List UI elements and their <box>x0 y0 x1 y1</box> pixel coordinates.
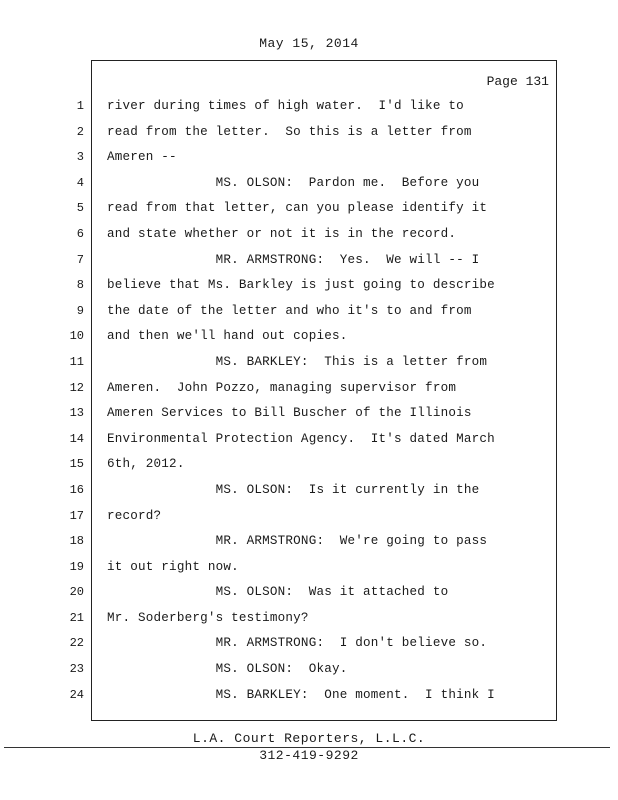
line-number: 3 <box>76 150 84 165</box>
line-number: 8 <box>76 278 84 293</box>
transcript-body <box>107 94 547 708</box>
transcript-line: MS. BARKLEY: One moment. I think I <box>107 687 495 702</box>
transcript-line: read from that letter, can you please identify it <box>107 201 488 216</box>
line-number: 6 <box>76 226 84 241</box>
transcript-line: Environmental Protection Agency. It's dated March <box>107 431 495 446</box>
line-number: 24 <box>69 687 84 702</box>
transcript-line: record? <box>107 508 162 523</box>
line-number: 21 <box>69 610 84 625</box>
transcript-line: Ameren. John Pozzo, managing supervisor from <box>107 380 457 395</box>
transcript-line: MR. ARMSTRONG: I don't believe so. <box>107 636 488 651</box>
line-number: 1 <box>76 99 84 113</box>
transcript-line: Mr. Soderberg's testimony? <box>107 610 309 625</box>
transcript-line: it out right now. <box>107 559 239 574</box>
transcript-line: MR. ARMSTRONG: We're going to pass <box>107 534 488 549</box>
line-number: 16 <box>69 482 84 497</box>
line-number: 18 <box>69 534 84 549</box>
line-number: 7 <box>76 252 84 267</box>
transcript-line: river during times of high water. I'd like to <box>107 99 464 113</box>
line-number: 9 <box>76 303 84 318</box>
line-number: 2 <box>76 124 84 139</box>
line-number: 20 <box>69 585 84 600</box>
line-numbers <box>60 94 84 708</box>
transcript-line: and state whether or not it is in the record. <box>107 226 457 241</box>
line-number: 17 <box>69 508 84 523</box>
transcript-line: 6th, 2012. <box>107 457 185 472</box>
transcript-line: Ameren Services to Bill Buscher of the Illinois <box>107 406 472 421</box>
transcript-line: read from the letter. So this is a letter from <box>107 124 472 139</box>
page-number: Page 131 <box>486 74 549 89</box>
line-number: 12 <box>69 380 84 395</box>
transcript-line: and then we'll hand out copies. <box>107 329 348 344</box>
footer-phone: 312-419-9292 <box>259 748 359 763</box>
transcript-line: MS. OLSON: Was it attached to <box>107 585 449 600</box>
line-number: 14 <box>69 431 84 446</box>
transcript-line: the date of the letter and who it's to and from <box>107 303 472 318</box>
transcript-line: believe that Ms. Barkley is just going to describe <box>107 278 495 293</box>
line-number: 23 <box>69 662 84 677</box>
line-number: 4 <box>76 175 84 190</box>
footer-company: L.A. Court Reporters, L.L.C. <box>192 731 426 746</box>
transcript-line: Ameren -- <box>107 150 177 165</box>
page-date: May 15, 2014 <box>259 36 359 51</box>
line-number: 13 <box>69 406 84 421</box>
transcript-line: MS. OLSON: Pardon me. Before you <box>107 175 480 190</box>
line-number: 19 <box>69 559 84 574</box>
line-number: 11 <box>69 354 84 369</box>
transcript-line: MS. OLSON: Okay. <box>107 662 348 677</box>
line-number: 5 <box>76 201 84 216</box>
transcript-line: MR. ARMSTRONG: Yes. We will -- I <box>107 252 480 267</box>
line-number: 10 <box>69 329 84 344</box>
line-number: 22 <box>69 636 84 651</box>
transcript-line: MS. BARKLEY: This is a letter from <box>107 354 488 369</box>
line-number: 15 <box>69 457 84 472</box>
transcript-line: MS. OLSON: Is it currently in the <box>107 482 480 497</box>
